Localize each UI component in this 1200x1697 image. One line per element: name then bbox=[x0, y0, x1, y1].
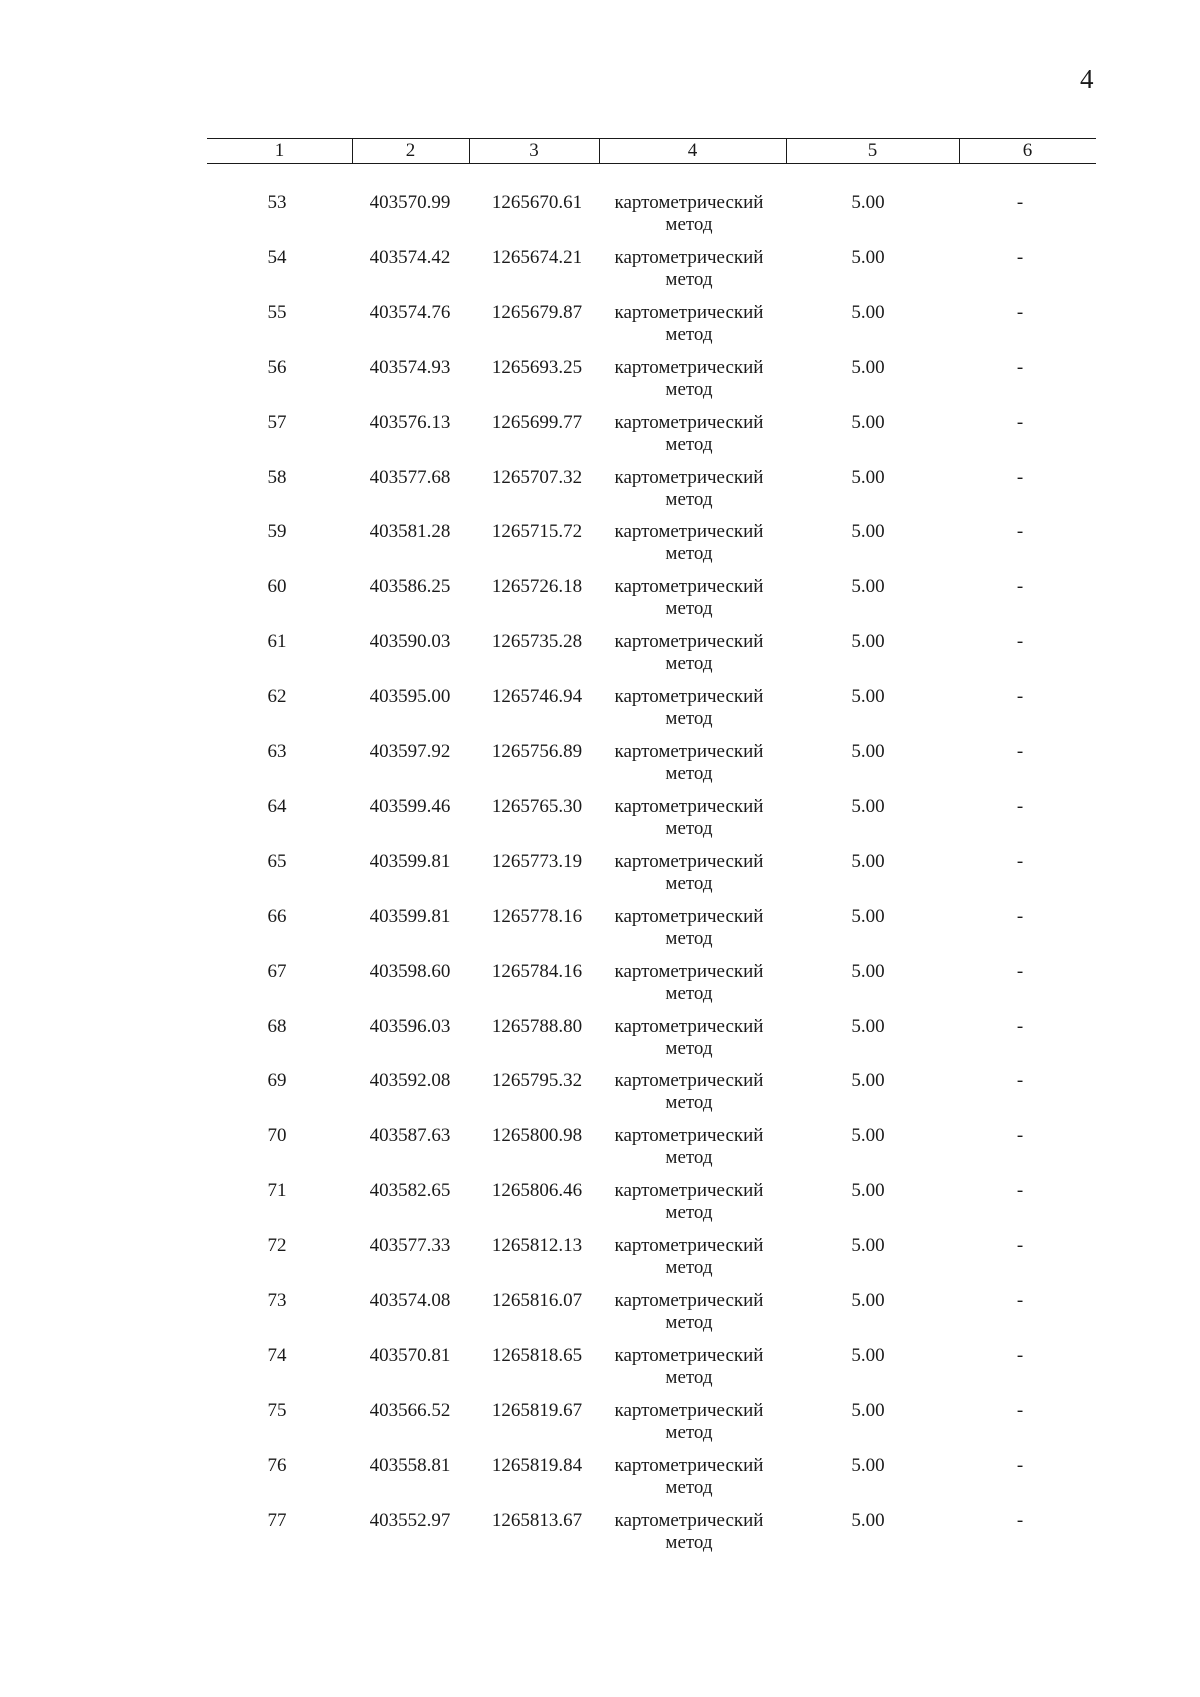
table-row bbox=[0, 412, 1200, 467]
note-value: - bbox=[1016, 631, 1024, 653]
accuracy-value: 5.00 bbox=[851, 741, 885, 762]
table-row bbox=[0, 741, 1200, 796]
coordinate-y: 1265765.30 bbox=[491, 795, 583, 817]
note-value: - bbox=[1016, 1070, 1024, 1092]
point-number: 59 bbox=[267, 521, 287, 543]
coordinate-y: 1265800.98 bbox=[491, 1125, 583, 1147]
coordinate-x: 403570.81 bbox=[369, 1344, 451, 1366]
determination-method bbox=[600, 247, 778, 291]
table-row bbox=[0, 1400, 1200, 1455]
coordinate-y: 1265813.67 bbox=[491, 1509, 583, 1531]
table-row bbox=[0, 1290, 1200, 1345]
method-line-2: метод bbox=[665, 1037, 713, 1059]
coordinate-y: 1265693.25 bbox=[491, 356, 583, 378]
table-row bbox=[0, 576, 1200, 631]
coordinate-y: 1265816.07 bbox=[491, 1290, 583, 1311]
accuracy-value: 5.00 bbox=[851, 1015, 885, 1037]
method-line-1: картометрический bbox=[614, 1344, 764, 1366]
method-line-1: картометрический bbox=[614, 301, 764, 323]
coordinate-x: 403599.81 bbox=[369, 850, 451, 872]
coordinate-y: 1265795.32 bbox=[491, 1070, 583, 1092]
table-row bbox=[0, 247, 1200, 302]
method-line-2: метод bbox=[665, 1366, 713, 1388]
method-line-1: картометрический bbox=[614, 576, 764, 598]
method-line-2: метод bbox=[665, 268, 713, 290]
note-value: - bbox=[1016, 301, 1024, 323]
point-number: 54 bbox=[267, 246, 287, 268]
accuracy-value: 5.00 bbox=[851, 905, 885, 927]
accuracy-value: 5.00 bbox=[851, 1125, 885, 1147]
coordinate-x: 403595.00 bbox=[369, 686, 451, 708]
table-row bbox=[0, 1235, 1200, 1290]
table-row bbox=[0, 796, 1200, 851]
table-row bbox=[0, 521, 1200, 576]
point-number: 63 bbox=[267, 741, 287, 762]
determination-method bbox=[600, 1290, 778, 1334]
coordinate-y: 1265726.18 bbox=[491, 576, 583, 598]
method-line-1: картометрический bbox=[614, 631, 764, 653]
coordinate-x: 403599.81 bbox=[369, 905, 451, 927]
determination-method bbox=[600, 1016, 778, 1060]
coordinate-y: 1265812.13 bbox=[491, 1235, 583, 1257]
coordinate-x: 403581.28 bbox=[369, 521, 451, 543]
accuracy-value: 5.00 bbox=[851, 960, 885, 982]
coordinate-x: 403552.97 bbox=[369, 1509, 451, 1531]
point-number: 74 bbox=[267, 1344, 287, 1366]
accuracy-value: 5.00 bbox=[851, 576, 885, 598]
note-value: - bbox=[1016, 1180, 1024, 1202]
method-line-2: метод bbox=[665, 378, 713, 400]
accuracy-value: 5.00 bbox=[851, 795, 885, 817]
coordinate-y: 1265699.77 bbox=[491, 411, 583, 433]
method-line-2: метод bbox=[665, 598, 713, 620]
table-row bbox=[0, 686, 1200, 741]
method-line-1: картометрический bbox=[614, 1454, 764, 1476]
method-line-2: метод bbox=[665, 872, 713, 894]
point-number: 68 bbox=[267, 1015, 287, 1037]
point-number: 62 bbox=[267, 686, 287, 708]
header-col-2: 2 bbox=[405, 140, 416, 161]
method-line-1: картометрический bbox=[614, 1399, 764, 1421]
note-value: - bbox=[1016, 466, 1024, 488]
header-col-1: 1 bbox=[274, 140, 285, 161]
point-number: 77 bbox=[267, 1509, 287, 1531]
point-number: 73 bbox=[267, 1290, 287, 1311]
table-row bbox=[0, 467, 1200, 522]
determination-method bbox=[600, 521, 778, 565]
accuracy-value: 5.00 bbox=[851, 466, 885, 488]
accuracy-value: 5.00 bbox=[851, 411, 885, 433]
method-line-1: картометрический bbox=[614, 850, 764, 872]
table-row bbox=[0, 302, 1200, 357]
method-line-2: метод bbox=[665, 708, 713, 730]
table-header bbox=[207, 138, 1096, 164]
table-row bbox=[0, 1510, 1200, 1565]
note-value: - bbox=[1016, 1344, 1024, 1366]
method-line-2: метод bbox=[665, 1257, 713, 1279]
coordinate-x: 403599.46 bbox=[369, 795, 451, 817]
method-line-2: метод bbox=[665, 543, 713, 565]
note-value: - bbox=[1016, 521, 1024, 543]
method-line-2: метод bbox=[665, 1312, 713, 1333]
determination-method bbox=[600, 686, 778, 730]
table-row bbox=[0, 961, 1200, 1016]
coordinate-y: 1265679.87 bbox=[491, 301, 583, 323]
note-value: - bbox=[1016, 1399, 1024, 1421]
method-line-1: картометрический bbox=[614, 466, 764, 488]
coordinate-y: 1265756.89 bbox=[491, 741, 583, 762]
note-value: - bbox=[1016, 741, 1024, 762]
point-number: 69 bbox=[267, 1070, 287, 1092]
coordinate-y: 1265735.28 bbox=[491, 631, 583, 653]
point-number: 60 bbox=[267, 576, 287, 598]
coordinate-x: 403598.60 bbox=[369, 960, 451, 982]
coordinate-x: 403587.63 bbox=[369, 1125, 451, 1147]
accuracy-value: 5.00 bbox=[851, 521, 885, 543]
coordinate-x: 403577.68 bbox=[369, 466, 451, 488]
coordinate-y: 1265778.16 bbox=[491, 905, 583, 927]
header-col-6: 6 bbox=[1022, 140, 1033, 161]
note-value: - bbox=[1016, 1235, 1024, 1257]
point-number: 57 bbox=[267, 411, 287, 433]
note-value: - bbox=[1016, 411, 1024, 433]
point-number: 65 bbox=[267, 850, 287, 872]
method-line-1: картометрический bbox=[614, 1125, 764, 1147]
coordinate-x: 403586.25 bbox=[369, 576, 451, 598]
method-line-1: картометрический bbox=[614, 411, 764, 433]
point-number: 67 bbox=[267, 960, 287, 982]
coordinate-x: 403590.03 bbox=[369, 631, 451, 653]
method-line-1: картометрический bbox=[614, 1015, 764, 1037]
table-row bbox=[0, 906, 1200, 961]
method-line-1: картометрический bbox=[614, 246, 764, 268]
note-value: - bbox=[1016, 576, 1024, 598]
method-line-2: метод bbox=[665, 1421, 713, 1443]
note-value: - bbox=[1016, 1509, 1024, 1531]
coordinate-y: 1265819.84 bbox=[491, 1454, 583, 1476]
method-line-1: картометрический bbox=[614, 741, 764, 762]
table-row bbox=[0, 1016, 1200, 1071]
coordinate-x: 403574.42 bbox=[369, 246, 451, 268]
method-line-1: картометрический bbox=[614, 1070, 764, 1092]
method-line-2: метод bbox=[665, 1147, 713, 1169]
method-line-1: картометрический bbox=[614, 686, 764, 708]
coordinate-x: 403574.08 bbox=[369, 1290, 451, 1311]
method-line-1: картометрический bbox=[614, 1290, 764, 1311]
table-row bbox=[0, 357, 1200, 412]
accuracy-value: 5.00 bbox=[851, 850, 885, 872]
coordinate-y: 1265670.61 bbox=[491, 192, 583, 213]
note-value: - bbox=[1016, 356, 1024, 378]
coordinate-x: 403574.76 bbox=[369, 301, 451, 323]
coordinate-y: 1265715.72 bbox=[491, 521, 583, 543]
note-value: - bbox=[1016, 960, 1024, 982]
point-number: 55 bbox=[267, 301, 287, 323]
point-number: 58 bbox=[267, 466, 287, 488]
note-value: - bbox=[1016, 192, 1024, 213]
note-value: - bbox=[1016, 1125, 1024, 1147]
point-number: 72 bbox=[267, 1235, 287, 1257]
table-row bbox=[0, 851, 1200, 906]
determination-method bbox=[600, 412, 778, 456]
table-row bbox=[0, 1070, 1200, 1125]
determination-method bbox=[600, 1455, 778, 1499]
determination-method bbox=[600, 192, 778, 236]
method-line-2: метод bbox=[665, 982, 713, 1004]
table-row bbox=[0, 192, 1200, 247]
determination-method bbox=[600, 467, 778, 511]
accuracy-value: 5.00 bbox=[851, 631, 885, 653]
method-line-1: картометрический bbox=[614, 1509, 764, 1531]
method-line-2: метод bbox=[665, 817, 713, 839]
method-line-2: метод bbox=[665, 433, 713, 455]
accuracy-value: 5.00 bbox=[851, 301, 885, 323]
determination-method bbox=[600, 576, 778, 620]
method-line-1: картометрический bbox=[614, 356, 764, 378]
note-value: - bbox=[1016, 795, 1024, 817]
coordinate-y: 1265819.67 bbox=[491, 1399, 583, 1421]
coordinate-x: 403558.81 bbox=[369, 1454, 451, 1476]
determination-method bbox=[600, 1510, 778, 1554]
coordinate-x: 403577.33 bbox=[369, 1235, 451, 1257]
method-line-2: метод bbox=[665, 763, 713, 784]
method-line-1: картометрический bbox=[614, 905, 764, 927]
point-number: 70 bbox=[267, 1125, 287, 1147]
coordinate-x: 403597.92 bbox=[369, 741, 451, 762]
determination-method bbox=[600, 302, 778, 346]
note-value: - bbox=[1016, 1290, 1024, 1311]
method-line-2: метод bbox=[665, 1092, 713, 1114]
coordinate-x: 403574.93 bbox=[369, 356, 451, 378]
method-line-2: метод bbox=[665, 323, 713, 345]
table-row bbox=[0, 1345, 1200, 1400]
method-line-2: метод bbox=[665, 1476, 713, 1498]
determination-method bbox=[600, 796, 778, 840]
determination-method bbox=[600, 1125, 778, 1169]
coordinate-x: 403570.99 bbox=[369, 192, 451, 213]
point-number: 75 bbox=[267, 1399, 287, 1421]
point-number: 76 bbox=[267, 1454, 287, 1476]
accuracy-value: 5.00 bbox=[851, 1290, 885, 1311]
accuracy-value: 5.00 bbox=[851, 1509, 885, 1531]
determination-method bbox=[600, 741, 778, 785]
accuracy-value: 5.00 bbox=[851, 1180, 885, 1202]
method-line-1: картометрический bbox=[614, 795, 764, 817]
coordinate-y: 1265773.19 bbox=[491, 850, 583, 872]
coordinate-y: 1265788.80 bbox=[491, 1015, 583, 1037]
note-value: - bbox=[1016, 246, 1024, 268]
note-value: - bbox=[1016, 1015, 1024, 1037]
table-row bbox=[0, 1455, 1200, 1510]
note-value: - bbox=[1016, 686, 1024, 708]
determination-method bbox=[600, 357, 778, 401]
determination-method bbox=[600, 906, 778, 950]
accuracy-value: 5.00 bbox=[851, 1235, 885, 1257]
accuracy-value: 5.00 bbox=[851, 192, 885, 213]
point-number: 56 bbox=[267, 356, 287, 378]
accuracy-value: 5.00 bbox=[851, 246, 885, 268]
coordinate-x: 403596.03 bbox=[369, 1015, 451, 1037]
accuracy-value: 5.00 bbox=[851, 1399, 885, 1421]
coordinate-y: 1265746.94 bbox=[491, 686, 583, 708]
coordinate-y: 1265674.21 bbox=[491, 246, 583, 268]
coordinate-x: 403582.65 bbox=[369, 1180, 451, 1202]
coordinate-y: 1265784.16 bbox=[491, 960, 583, 982]
note-value: - bbox=[1016, 850, 1024, 872]
determination-method bbox=[600, 961, 778, 1005]
accuracy-value: 5.00 bbox=[851, 686, 885, 708]
accuracy-value: 5.00 bbox=[851, 1344, 885, 1366]
method-line-2: метод bbox=[665, 927, 713, 949]
method-line-2: метод bbox=[665, 1202, 713, 1224]
note-value: - bbox=[1016, 905, 1024, 927]
coordinate-y: 1265707.32 bbox=[491, 466, 583, 488]
determination-method bbox=[600, 1235, 778, 1279]
header-col-4: 4 bbox=[687, 140, 698, 161]
accuracy-value: 5.00 bbox=[851, 356, 885, 378]
page-number: 4 bbox=[1080, 64, 1094, 94]
determination-method bbox=[600, 1345, 778, 1389]
determination-method bbox=[600, 1070, 778, 1114]
point-number: 71 bbox=[267, 1180, 287, 1202]
point-number: 66 bbox=[267, 905, 287, 927]
table-row bbox=[0, 631, 1200, 686]
accuracy-value: 5.00 bbox=[851, 1454, 885, 1476]
method-line-1: картометрический bbox=[614, 1180, 764, 1202]
coordinate-x: 403592.08 bbox=[369, 1070, 451, 1092]
method-line-2: метод bbox=[665, 1531, 713, 1553]
accuracy-value: 5.00 bbox=[851, 1070, 885, 1092]
coordinate-y: 1265806.46 bbox=[491, 1180, 583, 1202]
coordinate-y: 1265818.65 bbox=[491, 1344, 583, 1366]
header-col-3: 3 bbox=[529, 140, 539, 161]
method-line-2: метод bbox=[665, 653, 713, 675]
method-line-2: метод bbox=[665, 488, 713, 510]
method-line-1: картометрический bbox=[614, 521, 764, 543]
table-row bbox=[0, 1125, 1200, 1180]
determination-method bbox=[600, 851, 778, 895]
note-value: - bbox=[1016, 1454, 1024, 1476]
determination-method bbox=[600, 1400, 778, 1444]
header-col-5: 5 bbox=[867, 140, 878, 161]
method-line-1: картометрический bbox=[614, 960, 764, 982]
coordinate-x: 403576.13 bbox=[369, 411, 451, 433]
determination-method bbox=[600, 1180, 778, 1224]
determination-method bbox=[600, 631, 778, 675]
method-line-1: картометрический bbox=[614, 1235, 764, 1257]
coordinate-x: 403566.52 bbox=[369, 1399, 451, 1421]
point-number: 53 bbox=[267, 192, 287, 213]
method-line-2: метод bbox=[665, 214, 713, 235]
table-row bbox=[0, 1180, 1200, 1235]
point-number: 64 bbox=[267, 795, 287, 817]
point-number: 61 bbox=[267, 631, 287, 653]
method-line-1: картометрический bbox=[614, 192, 764, 213]
